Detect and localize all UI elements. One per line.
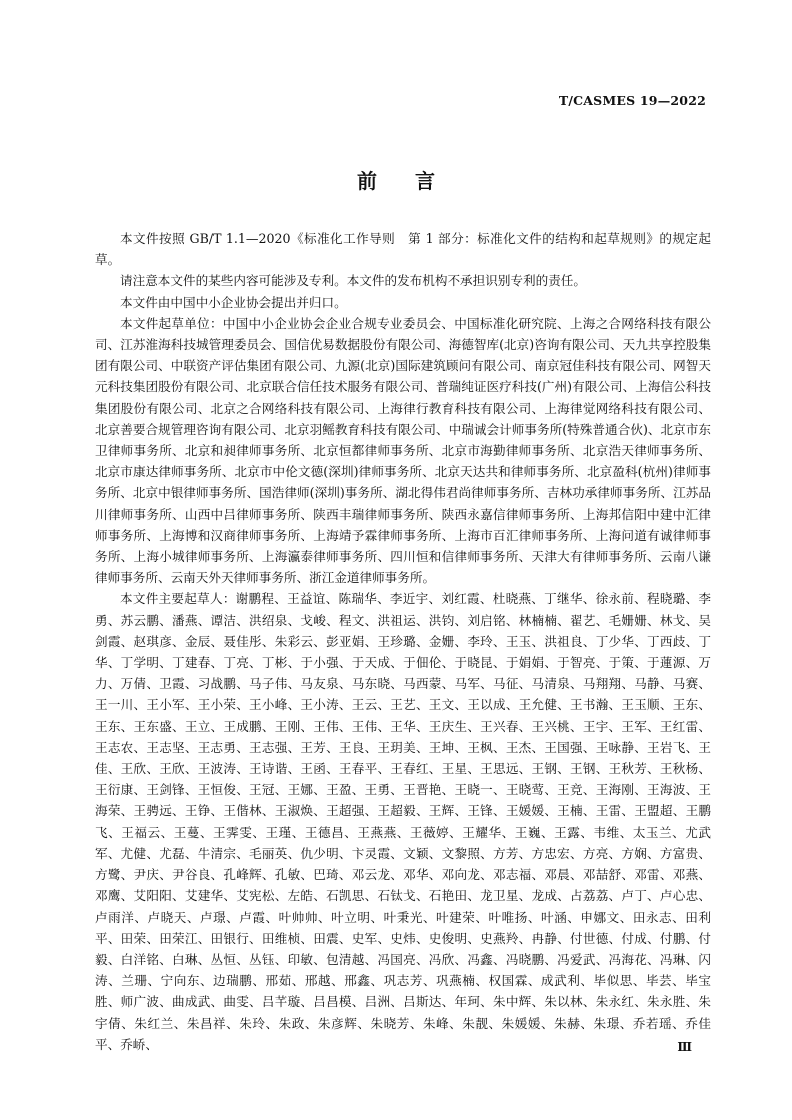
page-number: Ⅲ [677,1040,692,1054]
page-title: 前言 [357,169,473,193]
paragraph-patent-notice: 请注意本文件的某些内容可能涉及专利。本文件的发布机构不承担识别专利的责任。 [120,273,586,289]
paragraph-drafting-units: 本文件起草单位：中国中小企业协会企业合规专业委员会、中国标准化研究院、上海之合网络科技有限公司、江苏淮海科技城管理委员会、国信优易数据股份有限公司、海德智库(北京)咨询有限公司、天九共享控股集团有限公司、中联资产评估集团有限公司、九源(北京)国际建筑顾问有限公司、南京冠佳科技有限公司、网智天元科技集团股份有限公司、北京联合信任技术服务有限公司、普瑞纯证医疗科技(广州)有限公司、上海信公科技集团股份有限公司、北京之合网络科技有限公司、上海律行教育科技有限公司、上海律觉网络科技有限公司、北京善要合规管理咨询有限公司、北京羽鳐教育科技有限公司、中瑞诚会计师事务所(特殊普通合伙)、北京市东卫律师事务所、北京和昶律师事务所、北京恒都律师事务所、北京市海勤律师事务所、北京浩天律师事务所、北京市康达律师事务所、北京市中伦文德(深圳)律师事务所、北京天达共和律师事务所、北京盈科(杭州)律师事务所、北京中银律师事务所、国浩律师(深圳)事务所、湖北得伟君尚律师事务所、吉林功承律师事务所、江苏品川律师事务所、山西中吕律师事务所、陕西丰瑞律师事务所、陕西永嘉信律师事务所、上海邦信阳中建中汇律师事务所、上海博和汉商律师事务所、上海靖予霖律师事务所、上海市百汇律师事务所、上海问道有诚律师事务所、上海小城律师事务所、上海瀛泰律师事务所、四川恒和信律师事务所、天津大有律师事务所、云南八谦律师事务所、云南天外天律师事务所、浙江金道律师事务所。 [95,315,711,586]
document-body [95,228,711,1055]
paragraph-drafting-rules: 本文件按照 GB/T 1.1—2020《标准化工作导则 第 1 部分：标准化文件的结构和起草规则》的规定起草。 [95,231,711,268]
paragraph-main-drafters: 本文件主要起草人：谢鹏程、王益谊、陈瑞华、李近宇、刘红霞、杜晓燕、丁继华、徐永前、程晓璐、李勇、苏云鹏、潘燕、谭洁、洪绍泉、戈峻、程文、洪祖运、洪钧、刘启铭、林楠楠、翟艺、毛姗姗、林戈、吴剑霞、赵琪彦、金辰、聂佳彤、朱彩云、彭亚娟、王珍璐、金姗、李玲、王玉、洪祖良、丁少华、丁西歧、丁华、丁学明、丁建春、丁亮、丁彬、于小强、于天成、于佃伦、于晓昆、于娟娟、于智亮、于策、于蓮源、万力、万倩、卫霞、习战鹏、马子伟、马友泉、马东晓、马西蒙、马军、马征、马清泉、马翔翔、马静、马赛、王一川、王小军、王小荣、王小峰、王小涛、王云、王艺、王文、王以成、王允健、王书瀚、王玉顺、王东、王东、王东盛、王立、王成鹏、王刚、王伟、王伟、王华、王庆生、王兴春、王兴桃、王宇、王军、王红雷、王志农、王志坚、王志勇、王志强、王芳、王良、王玥美、王坤、王枫、王杰、王国强、王咏静、王岩飞、王佳、王欣、王欣、王波涛、王诗谐、王函、王春平、王春红、王星、王思远、王钢、王钢、王秋芳、王秋杨、王衍康、王剑锋、王恒俊、王冠、王娜、王盈、王勇、王晋艳、王晓一、王晓莺、王竞、王海刚、王海波、王海荣、王骋远、王铮、王偕林、王淑焕、王超强、王超毅、王辉、王锋、王媛媛、王楠、王雷、王盟超、王鹏飞、王福云、王蔓、王霁雯、王瑾、王德昌、王燕燕、王薇婷、王耀华、王巍、王露、韦维、太玉兰、尤武军、尤健、尤磊、牛清宗、毛丽英、仇少明、卞灵霞、文颖、文黎照、方芳、方忠宏、方亮、方娴、方富贵、方鹭、尹庆、尹谷良、孔峰辉、孔敏、巴琦、邓云龙、邓华、邓向龙、邓志福、邓晨、邓喆舒、邓雷、邓燕、邓鹰、艾阳阳、艾建华、艾宪松、左皓、石凯思、石钛戈、石艳田、龙卫星、龙成、占荔荔、卢丁、卢心忠、卢雨洋、卢晓天、卢璟、卢霞、叶帅帅、叶立明、叶秉光、叶建荣、叶唯扬、叶涵、申娜文、田永志、田利平、田荣、田荣江、田银行、田维桢、田震、史军、史炜、史俊明、史燕羚、冉静、付世德、付成、付鹏、付毅、白洋铭、白琳、丛恒、丛钰、印敏、包清越、冯国亮、冯欣、冯鑫、冯晓鹏、冯爱武、冯海花、冯琳、闪涛、兰珊、宁向东、边瑞鹏、邢茹、邢越、邢鑫、巩志芳、巩燕楠、权国霖、成武利、毕似思、毕芸、毕宝胜、师广波、曲成武、曲雯、吕芊璇、吕昌模、吕洲、吕斯达、年珂、朱中辉、朱以林、朱永红、朱永胜、朱宇倩、朱红兰、朱昌祥、朱玲、朱政、朱彦辉、朱晓芳、朱峰、朱靓、朱媛媛、朱赫、朱璟、乔若瑶、乔佳平、乔峤、 [95,591,711,1052]
paragraph-proposer: 本文件由中国中小企业协会提出并归口。 [120,294,347,310]
standard-code: T/CASMES 19—2022 [558,93,706,108]
